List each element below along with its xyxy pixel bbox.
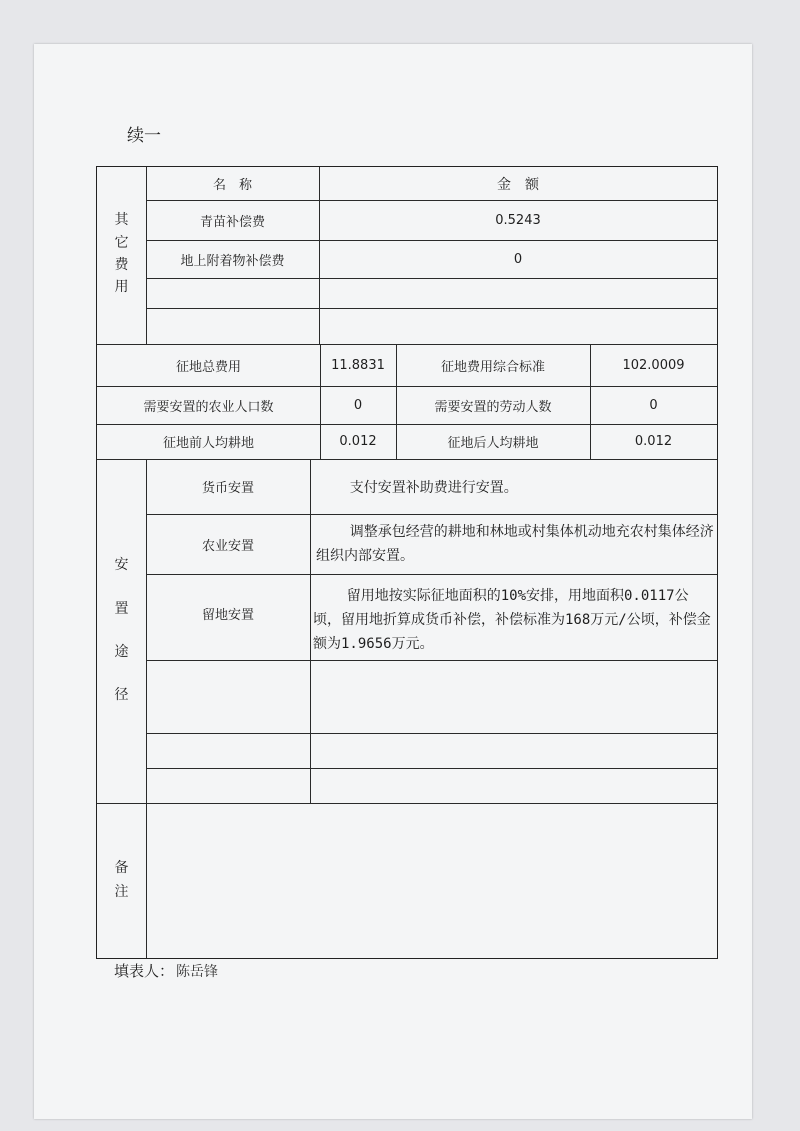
form-filler (114, 960, 218, 981)
filler-label: 填表人： (114, 962, 175, 980)
total-cost-label: 征地总费用 (175, 359, 241, 375)
farmland-after-label: 征地后人均耕地 (447, 436, 539, 451)
grid-line (97, 803, 717, 804)
filler-name: 陈岳锋 (176, 964, 219, 980)
farmland-after-value: 0.012 (634, 434, 673, 449)
amount-column-header: 金 额 (497, 176, 539, 193)
resettlement-type-label: 货币安置 (201, 481, 254, 496)
grid-line (310, 459, 311, 803)
grid-line (146, 768, 717, 769)
fee-amount-cell: 0 (513, 251, 523, 267)
resettlement-type-label: 农业安置 (201, 538, 254, 554)
standard-label: 征地费用综合标准 (440, 359, 545, 375)
fee-amount-cell (319, 278, 717, 308)
farmland-before-value: 0.012 (339, 434, 377, 449)
resettlement-description: 支付安置补助费进行安置。 (316, 480, 518, 496)
grid-line (146, 733, 717, 734)
page-continuation-label: 续一 (127, 126, 161, 146)
resettlement-section-label: 安 置 途 径 (114, 557, 129, 704)
resettlement-type-label: 留地安置 (201, 608, 254, 623)
labor-count-value: 0 (649, 397, 658, 413)
labor-count-label: 需要安置的劳动人数 (434, 399, 552, 415)
fee-name-cell: 地上附着物补偿费 (180, 253, 285, 269)
fee-name-cell (146, 308, 319, 344)
standard-value: 102.0009 (622, 357, 685, 373)
resettlement-description: 留用地按实际征地面积的10%安排，用地面积0.0117公顷，留用地折算成货币补偿，补偿标准为168万元/公顷，补偿金额为1.9656万元。 (313, 588, 711, 652)
resettle-population-label: 需要安置的农业人口数 (143, 399, 274, 415)
fee-name-cell (146, 278, 319, 308)
other-fees-section-label: 其 它 费 用 (114, 212, 129, 296)
total-cost-value: 11.8831 (331, 357, 385, 373)
grid-line (146, 660, 717, 661)
fee-name-cell: 青苗补偿费 (199, 214, 265, 230)
resettlement-description: 调整承包经营的耕地和林地或村集体机动地充农村集体经济组织内部安置。 (316, 524, 714, 564)
fee-amount-cell (319, 308, 717, 344)
remarks-section-label: 备 注 (114, 859, 129, 900)
fee-amount-cell: 0.5243 (495, 212, 541, 228)
name-column-header: 名 称 (212, 178, 252, 193)
farmland-before-label: 征地前人均耕地 (162, 436, 254, 451)
resettle-population-value: 0 (353, 397, 363, 413)
